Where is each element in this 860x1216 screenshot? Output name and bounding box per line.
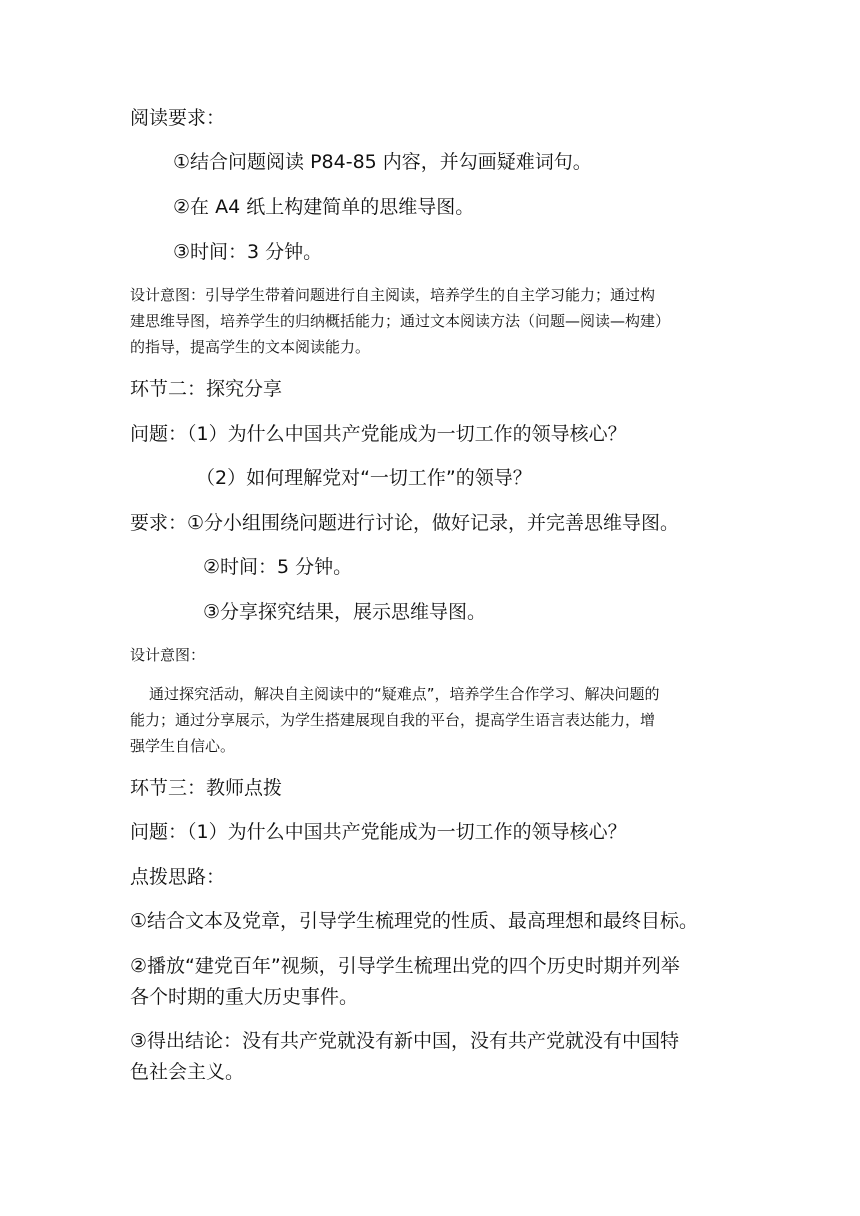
reading-requirement-item-2: ②在 A4 纸上构建简单的思维导图。 — [173, 196, 475, 218]
section-3-guidance-heading: 点拨思路： — [130, 866, 226, 888]
design-intent-2-heading: 设计意图： — [130, 646, 206, 664]
design-intent-1-line-3: 的指导，提高学生的文本阅读能力。 — [130, 338, 371, 356]
section-3-point-3-line-2: 色社会主义。 — [130, 1061, 245, 1083]
design-intent-1-line-1: 设计意图：引导学生带着问题进行自主阅读，培养学生的自主学习能力；通过构 — [130, 286, 656, 304]
section-2-requirement-3: ③分享探究结果，展示思维导图。 — [203, 601, 487, 623]
section-2-question-1: 问题：（1）为什么中国共产党能成为一切工作的领导核心？ — [130, 423, 627, 445]
design-intent-1-line-2: 建思维导图，培养学生的归纳概括能力；通过文本阅读方法（问题—阅读—构建） — [130, 312, 671, 330]
section-3-question: 问题：（1）为什么中国共产党能成为一切工作的领导核心？ — [130, 821, 627, 843]
reading-requirement-item-3: ③时间：3 分钟。 — [173, 241, 323, 263]
reading-requirement-item-1: ①结合问题阅读 P84-85 内容，并勾画疑难词句。 — [173, 151, 592, 173]
design-intent-2-line-1: 通过探究活动，解决自主阅读中的“疑难点”，培养学生合作学习、解决问题的 — [149, 685, 660, 703]
section-2-requirement-2: ②时间：5 分钟。 — [203, 556, 353, 578]
section-3-title: 环节三：教师点拨 — [130, 777, 283, 799]
reading-requirements-heading: 阅读要求： — [130, 107, 226, 129]
section-3-point-3-line-1: ③得出结论：没有共产党就没有新中国，没有共产党就没有中国特 — [130, 1030, 680, 1052]
design-intent-2-line-2: 能力；通过分享展示，为学生搭建展现自我的平台，提高学生语言表达能力，增 — [130, 711, 656, 729]
section-2-requirement-1: 要求：①分小组围绕问题进行讨论，做好记录，并完善思维导图。 — [130, 512, 680, 534]
section-3-point-2-line-1: ②播放“建党百年”视频，引导学生梳理出党的四个历史时期并列举 — [130, 955, 680, 977]
section-3-point-1: ①结合文本及党章，引导学生梳理党的性质、最高理想和最终目标。 — [130, 910, 699, 932]
section-3-point-2-line-2: 各个时期的重大历史事件。 — [130, 986, 359, 1008]
section-2-title: 环节二：探究分享 — [130, 378, 283, 400]
design-intent-2-line-3: 强学生自信心。 — [130, 737, 236, 755]
section-2-question-2: （2）如何理解党对“一切工作”的领导？ — [196, 467, 532, 489]
